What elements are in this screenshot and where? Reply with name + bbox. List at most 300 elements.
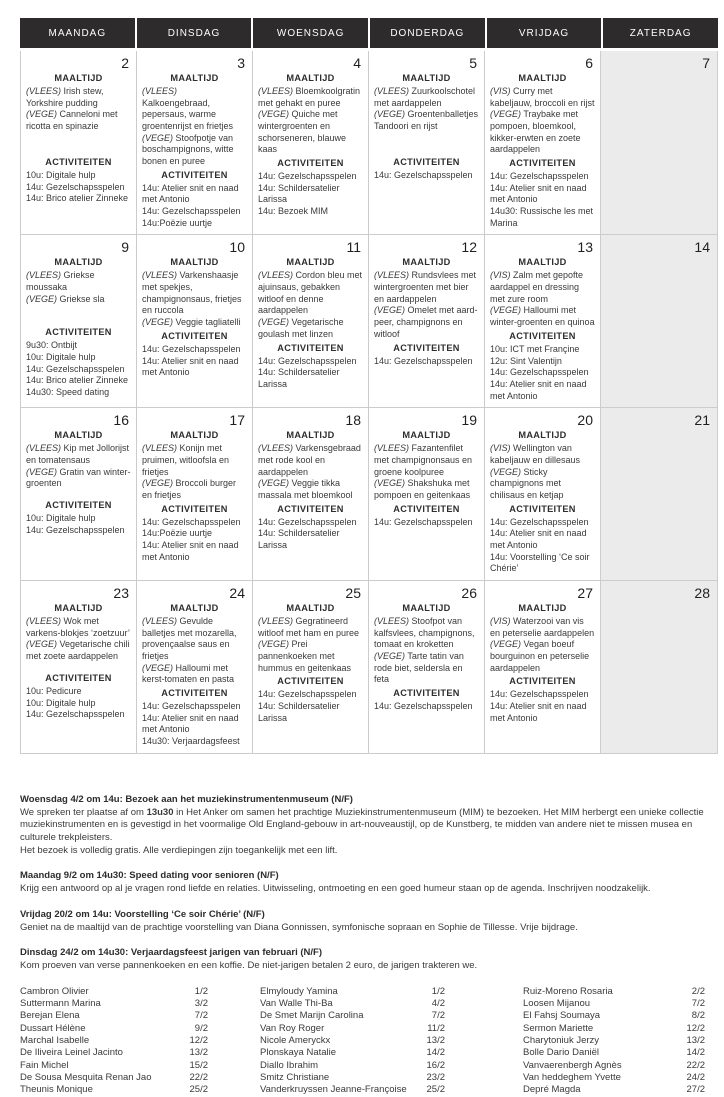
meal-item: (VEGE) Omelet met aard-peer, champignons en witloof: [374, 305, 478, 339]
birthday-entry: [260, 1010, 445, 1022]
birthday-date: 8/2: [691, 1010, 705, 1022]
notice: [20, 794, 715, 858]
meal-item: (VLEES) Konijn met pruimen, witloofsla en frietjes: [142, 443, 230, 477]
activities-heading: ACTIVITEITEN: [393, 157, 460, 167]
meal-type-label: (VLEES): [258, 85, 294, 96]
notices-section: [20, 794, 715, 973]
calendar-cell-day-16: [21, 408, 137, 581]
meal-heading: MAALTIJD: [402, 73, 451, 83]
meal-type-label: (VLEES): [142, 270, 178, 281]
meal-block: [258, 257, 363, 340]
birthday-name: Vanvaerenbergh Agnès: [523, 1059, 622, 1071]
date-number: 27: [577, 585, 593, 602]
meal-heading: MAALTIJD: [54, 73, 103, 83]
birthday-entry: [20, 1060, 208, 1072]
calendar-cell-day-23: [21, 581, 137, 753]
meal-block: [26, 603, 131, 671]
activity-item: 14u:Poëzie uurtje: [142, 217, 213, 228]
date-number: 19: [461, 412, 477, 429]
birthday-entry: [20, 1084, 208, 1096]
meal-heading: MAALTIJD: [170, 430, 219, 441]
activities-heading: ACTIVITEITEN: [393, 688, 460, 699]
birthday-date: 2/2: [691, 985, 705, 997]
activities-heading: ACTIVITEITEN: [277, 676, 344, 687]
birthday-date: 15/2: [189, 1059, 208, 1071]
notice-text: in Het Anker om samen het prachtige Muziekinstrumentenmuseum (MIM) te bezoeken. Het MIM herbergt een unieke collectie muziekinstrumenten en is gevestigd in het voormalige Old England-gebouw in art-nouveaustijl, op de Kunstberg, te midden van andere niet te missen musea en culturele trekpleisters.: [20, 806, 704, 843]
birthday-entry: [523, 1035, 705, 1047]
birthday-entry: [523, 1010, 705, 1022]
meal-heading: MAALTIJD: [286, 430, 335, 441]
meal-heading: MAALTIJD: [518, 603, 567, 614]
birthday-entry: [260, 1023, 445, 1035]
meal-type-label: (VEGE): [258, 478, 290, 489]
activity-item: 14u: Gezelschapsspelen: [490, 516, 589, 527]
meal-item: (VEGE) Shakshuka met pompoen en geitenkaas: [374, 478, 471, 500]
activity-item: 14u30: Speed dating: [26, 387, 110, 398]
date-number: 20: [577, 412, 593, 429]
birthday-entry: [260, 1072, 445, 1084]
activity-item: 14u: Gezelschapsspelen: [490, 171, 589, 182]
activity-item: 14u: Gezelschapsspelen: [26, 524, 125, 535]
meal-heading: MAALTIJD: [170, 603, 219, 614]
meal-item: (VEGE) Vegetarische goulash met linzen: [258, 317, 344, 339]
birthday-entry: [20, 998, 208, 1010]
birthday-date: 9/2: [194, 1022, 208, 1034]
meal-type-label: (VLEES): [258, 443, 294, 454]
meal-heading: MAALTIJD: [518, 430, 567, 441]
date-number: 9: [121, 239, 129, 256]
birthday-name: De Smet Marijn Carolina: [260, 1010, 364, 1022]
activity-item: 14u: Gezelschapsspelen: [142, 343, 241, 354]
meal-heading: MAALTIJD: [286, 603, 335, 614]
birthday-entry: [523, 986, 705, 998]
birthday-date: 4/2: [431, 998, 445, 1010]
date-number: 14: [694, 239, 710, 256]
meal-item: (VEGE) Groentenballetjes Tandoori en rijst: [374, 109, 479, 132]
activity-item: 14u: Atelier snit en naad met Antonio: [142, 539, 239, 562]
birthday-entry: [260, 1047, 445, 1059]
meal-type-label: (VLEES): [142, 85, 178, 96]
meal-type-label: (VEGE): [374, 651, 406, 662]
meal-item: (VLEES) Rundsvlees met wintergroenten met bier en aardappelen: [374, 270, 477, 304]
meal-item: (VLEES) Stoofpot van kalfsvlees, champignons, tomaat en kroketten: [374, 615, 475, 650]
meal-heading: MAALTIJD: [286, 257, 335, 268]
birthday-name: Loosen Mijanou: [523, 998, 591, 1010]
activity-item: 14u: Gezelschapsspelen: [490, 367, 589, 378]
notice-text: Geniet na de maaltijd van de prachtige voorstelling van Diana Gonnissen, symfonische sopraan en Sophie de Tillesse. Vrije bijdrage.: [20, 921, 578, 933]
notice-body-line: [20, 922, 715, 935]
meal-item: (VEGE) Veggie tagliatelli: [142, 317, 241, 328]
meal-heading: MAALTIJD: [54, 430, 103, 441]
activities-heading: ACTIVITEITEN: [161, 688, 228, 699]
birthday-name: Van Walle Thi-Ba: [260, 998, 333, 1010]
activity-item: 14u: Voorstelling ‘Ce soir Chérie’: [490, 551, 590, 574]
activity-item: 10u: Digitale hulp: [26, 352, 96, 363]
day-header-vrijdag: VRIJDAG: [487, 18, 602, 48]
birthday-name: Theunis Monique: [20, 1084, 93, 1096]
birthday-date: 12/2: [189, 1035, 208, 1047]
birthday-name: Suttermann Marina: [20, 998, 101, 1010]
meal-type-label: (VLEES): [26, 615, 62, 626]
calendar-cell-day-28: [601, 581, 717, 753]
calendar-cell-day-10: [137, 235, 253, 408]
calendar-cell-day-24: [137, 581, 253, 753]
activity-item: 9u30: Ontbijt: [26, 340, 78, 351]
birthday-name: Fain Michel: [20, 1059, 69, 1071]
meal-type-label: (VEGE): [490, 639, 522, 650]
calendar-cell-day-6: [485, 51, 601, 235]
notice: [20, 947, 715, 972]
meal-item: (VLEES) Bloemkoolgratin met gehakt en puree: [258, 85, 361, 108]
meal-heading: MAALTIJD: [518, 257, 567, 268]
notice-text: Het bezoek is volledig gratis. Alle verdiepingen zijn toegankelijk met een lift.: [20, 844, 338, 856]
meal-block: [490, 257, 595, 328]
activities-heading: ACTIVITEITEN: [277, 158, 344, 169]
birthday-date: 13/2: [426, 1035, 445, 1047]
birthday-date: 7/2: [691, 998, 705, 1010]
birthday-name: Bolle Dario Daniël: [523, 1047, 600, 1059]
activity-item: 14u: Atelier snit en naad met Antonio: [490, 182, 587, 205]
activities-heading: ACTIVITEITEN: [509, 676, 576, 687]
birthday-name: Sermon Mariette: [523, 1022, 594, 1034]
meal-type-label: (VIS): [490, 270, 511, 281]
birthday-date: 24/2: [686, 1072, 705, 1084]
notice-title: Woensdag 4/2 om 14u: Bezoek aan het muziekinstrumentenmuseum (N/F): [20, 793, 353, 805]
activity-item: 14u: Brico atelier Zinneke: [26, 375, 129, 386]
meal-heading: MAALTIJD: [54, 257, 103, 268]
birthday-date: 13/2: [686, 1035, 705, 1047]
meal-block: [374, 73, 479, 155]
meal-block: [142, 430, 247, 501]
day-header-donderdag: DONDERDAG: [370, 18, 485, 48]
meal-heading: MAALTIJD: [518, 73, 567, 83]
birthday-entry: [20, 1035, 208, 1047]
meal-item: (VLEES) Griekse moussaka: [26, 270, 95, 293]
meal-item: (VLEES) Irish stew, Yorkshire pudding: [26, 85, 104, 108]
meal-type-label: (VEGE): [374, 305, 406, 316]
activity-item: 14u: Gezelschapsspelen: [258, 171, 357, 182]
meal-item: (VEGE) Vegetarische chili met zoete aardappelen: [26, 639, 130, 662]
meal-item: (VLEES) Varkenshaasje met spekjes, champignonsaus, frietjes en ruccola: [142, 270, 242, 316]
birthday-entry: [20, 1072, 208, 1084]
meal-item: (VEGE) Gratin van winter-groenten: [26, 466, 131, 489]
calendar-cell-day-17: [137, 408, 253, 581]
activity-item: 14u: Gezelschapsspelen: [26, 363, 125, 374]
birthday-date: 14/2: [426, 1047, 445, 1059]
activities-heading: ACTIVITEITEN: [161, 169, 228, 180]
activity-item: 14u: Gezelschapsspelen: [258, 355, 357, 366]
newsletter-page: [0, 18, 724, 1096]
meal-type-label: (VEGE): [26, 109, 58, 120]
date-number: 5: [469, 55, 477, 71]
meal-type-label: (VEGE): [142, 317, 174, 328]
meal-heading: MAALTIJD: [402, 430, 451, 441]
meal-type-label: (VEGE): [490, 466, 522, 477]
activities-heading: ACTIVITEITEN: [45, 157, 112, 167]
meal-type-label: (VEGE): [490, 305, 522, 316]
birthday-date: 1/2: [431, 985, 445, 997]
meal-type-label: (VLEES): [374, 615, 410, 626]
date-number: 23: [113, 585, 129, 602]
activity-item: 14u: Schildersatelier Larissa: [258, 367, 340, 389]
date-number: 25: [345, 585, 361, 602]
meal-type-label: (VIS): [490, 615, 511, 626]
meal-type-label: (VLEES): [26, 443, 62, 454]
meal-type-label: (VEGE): [374, 109, 406, 120]
meal-item: (VIS) Zalm met gepofte aardappel en dressing met zure room: [490, 270, 584, 304]
activities-heading: ACTIVITEITEN: [45, 673, 112, 684]
day-header-maandag: MAANDAG: [20, 18, 135, 48]
date-number: 17: [229, 412, 245, 429]
meal-item: (VEGE) Vegan boeuf bourguinon en peterselie aardappelen: [490, 639, 590, 673]
activities-heading: ACTIVITEITEN: [509, 158, 576, 169]
date-number: 16: [113, 412, 129, 429]
meal-item: (VEGE) Halloumi met kerst-tomaten en pasta: [142, 662, 235, 685]
meal-item: (VEGE) Sticky champignons met chilisaus en ketjap: [490, 466, 564, 500]
birthday-name: Smitz Christiane: [260, 1072, 330, 1084]
meal-item: (VLEES) Kalkoengebraad, pepersaus, warme groentenrijst en frietjes: [142, 85, 234, 132]
birthday-name: El Fahsj Soumaya: [523, 1010, 601, 1022]
meal-block: [26, 73, 131, 155]
birthday-entry: [260, 1084, 445, 1096]
birthday-name: Van heddeghem Yvette: [523, 1072, 621, 1084]
meal-item: (VEGE) Griekse sla: [26, 293, 105, 304]
calendar-header-row: [20, 18, 718, 48]
activities-heading: ACTIVITEITEN: [277, 342, 344, 353]
calendar-cell-day-21: [601, 408, 717, 581]
notice-title: Vrijdag 20/2 om 14u: Voorstelling ‘Ce soir Chérie’ (N/F): [20, 908, 265, 920]
meal-block: [374, 257, 479, 340]
meal-type-label: (VIS): [490, 443, 511, 454]
meal-type-label: (VEGE): [142, 478, 174, 489]
meal-block: [26, 257, 131, 325]
day-header-dinsdag: DINSDAG: [137, 18, 252, 48]
birthday-name: Vanderkruyssen Jeanne-Françoise: [260, 1084, 407, 1096]
calendar-cell-day-2: [21, 51, 137, 235]
birthday-entry: [523, 1072, 705, 1084]
meal-item: (VLEES) Wok met varkens-blokjes ‘zoetzuur’: [26, 615, 130, 638]
activities-heading: ACTIVITEITEN: [45, 500, 112, 511]
meal-type-label: (VLEES): [374, 85, 410, 96]
activity-item: 10u: Pedicure: [26, 685, 82, 696]
calendar-cell-day-18: [253, 408, 369, 581]
meal-heading: MAALTIJD: [402, 257, 451, 268]
meal-block: [142, 257, 247, 328]
activity-item: 14u: Atelier snit en naad met Antonio: [490, 701, 587, 723]
activity-item: 14u: Schildersatelier Larissa: [258, 528, 340, 550]
meal-type-label: (VLEES): [26, 85, 62, 96]
date-number: 21: [694, 412, 710, 429]
date-number: 26: [461, 585, 477, 602]
meal-block: [142, 603, 247, 686]
birthday-name: Marchal Isabelle: [20, 1035, 90, 1047]
meal-type-label: (VEGE): [374, 478, 406, 489]
meal-item: (VEGE) Stoofpotje van boschampignons, witte bonen en puree: [142, 132, 234, 167]
birthday-name: Nicole Ameryckx: [260, 1035, 331, 1047]
calendar-grid: [20, 51, 718, 754]
meal-type-label: (VEGE): [142, 662, 174, 673]
birthday-entry: [523, 1047, 705, 1059]
meal-item: (VEGE) Tarte tatin van rode biet, seldersla en feta: [374, 651, 464, 685]
meal-type-label: (VIS): [490, 85, 511, 96]
meal-block: [374, 603, 479, 686]
calendar-cell-day-9: [21, 235, 137, 408]
activities-heading: ACTIVITEITEN: [509, 330, 576, 341]
activity-item: 14u: Gezelschapsspelen: [374, 701, 473, 712]
meal-item: (VIS) Curry met kabeljauw, broccoli en rijst: [490, 85, 595, 108]
activity-item: 14u: Bezoek MIM: [258, 206, 329, 217]
activity-item: 14u: Gezelschapsspelen: [142, 516, 241, 527]
activity-item: 14u: Atelier snit en naad met Antonio: [490, 528, 587, 550]
activities-heading: ACTIVITEITEN: [277, 503, 344, 514]
calendar-cell-day-19: [369, 408, 485, 581]
date-number: 6: [585, 55, 593, 71]
activities-heading: ACTIVITEITEN: [161, 503, 228, 514]
birthday-date: 23/2: [426, 1072, 445, 1084]
notice-body-line: [20, 883, 715, 896]
meal-heading: MAALTIJD: [170, 257, 219, 268]
birthday-entry: [260, 1060, 445, 1072]
activity-item: 14u: Brico atelier Zinneke: [26, 193, 129, 204]
birthday-name: De Iliveira Leinel Jacinto: [20, 1047, 123, 1059]
calendar-cell-day-4: [253, 51, 369, 235]
meal-type-label: (VLEES): [142, 443, 178, 454]
meal-block: [258, 73, 363, 156]
birthday-name: Plonskaya Natalie: [260, 1047, 337, 1059]
birthday-entry: [523, 1084, 705, 1096]
day-header-woensdag: WOENSDAG: [253, 18, 368, 48]
birthday-name: Elmyloudy Yamina: [260, 985, 338, 997]
meal-heading: MAALTIJD: [286, 73, 335, 83]
birthday-name: Cambron Olivier: [20, 985, 89, 997]
meal-type-label: (VEGE): [26, 466, 58, 477]
meal-type-label: (VEGE): [258, 639, 290, 650]
birthday-column: [20, 986, 208, 1097]
notice-bold-text: 13u30: [146, 806, 174, 818]
meal-heading: MAALTIJD: [170, 73, 219, 83]
meal-item: (VEGE) Canneloni met ricotta en spinazie: [26, 109, 118, 132]
birthday-name: De Sousa Mesquita Renan Jao: [20, 1072, 152, 1084]
meal-item: (VEGE) Broccoli burger en frietjes: [142, 478, 237, 500]
activity-item: 14u: Gezelschapsspelen: [374, 355, 473, 366]
birthday-entry: [523, 1060, 705, 1072]
date-number: 24: [229, 585, 245, 602]
birthday-date: 7/2: [194, 1010, 208, 1022]
meal-item: (VLEES) Fazantenfilet met champignonsaus en groene koolpuree: [374, 443, 473, 477]
notice-body-line: [20, 960, 715, 973]
activity-item: 14u:Poëzie uurtje: [142, 528, 213, 539]
meal-type-label: (VLEES): [374, 443, 410, 454]
birthday-name: Berejan Elena: [20, 1010, 80, 1022]
meal-type-label: (VEGE): [258, 317, 290, 328]
meal-item: (VIS) Wellington van kabeljauw en dillesaus: [490, 443, 581, 465]
birthday-name: Dussart Hélène: [20, 1022, 86, 1034]
date-number: 2: [121, 55, 129, 71]
activities-heading: ACTIVITEITEN: [393, 503, 460, 514]
meal-type-label: (VLEES): [258, 270, 294, 281]
meal-type-label: (VLEES): [258, 615, 294, 626]
meal-item: (VEGE) Quiche met wintergroenten en schorseneren, blauwe kaas: [258, 109, 347, 155]
activity-item: 14u: Atelier snit en naad met Antonio: [490, 378, 587, 401]
meal-type-label: (VEGE): [258, 109, 290, 120]
birthday-column: [260, 986, 445, 1097]
activity-item: 10u: Digitale hulp: [26, 169, 96, 180]
notice-text: Krijg een antwoord op al je vragen rond liefde en relaties. Uitwisseling, ontmoeting en een goed humeur staan op de agenda. Inschrijven noodzakelijk.: [20, 883, 651, 895]
activity-item: 14u: Gezelschapsspelen: [142, 701, 241, 712]
activity-item: 14u: Gezelschapsspelen: [258, 516, 357, 527]
meal-block: [142, 73, 247, 168]
meal-type-label: (VEGE): [490, 109, 522, 120]
meal-block: [258, 603, 363, 674]
birthday-entry: [260, 1035, 445, 1047]
notice-title: Dinsdag 24/2 om 14u30: Verjaardagsfeest jarigen van februari (N/F): [20, 947, 322, 959]
birthday-entry: [260, 998, 445, 1010]
meal-item: (VEGE) Halloumi met winter-groenten en quinoa: [490, 305, 595, 328]
meal-item: (VIS) Waterzooi van vis en peterselie aardappelen: [490, 615, 595, 638]
meal-item: (VLEES) Gevulde balletjes met mozarella, provençaalse saus en frietjes: [142, 615, 237, 662]
date-number: 18: [345, 412, 361, 429]
activity-item: 14u: Gezelschapsspelen: [258, 689, 357, 700]
birthday-name: Van Roy Roger: [260, 1022, 325, 1034]
birthday-date: 12/2: [686, 1022, 705, 1034]
birthday-date: 11/2: [427, 1022, 445, 1034]
activity-item: 14u30: Russische les met Marina: [490, 206, 594, 228]
birthday-name: Depré Magda: [523, 1084, 581, 1096]
activity-item: 14u30: Verjaardagsfeest: [142, 736, 240, 747]
activity-item: 14u: Gezelschapsspelen: [490, 689, 589, 700]
date-number: 4: [353, 55, 361, 71]
meal-item: (VLEES) Gegratineerd witloof met ham en puree: [258, 615, 360, 638]
birthday-date: 27/2: [686, 1084, 705, 1096]
calendar-cell-day-7: [601, 51, 717, 235]
meal-type-label: (VEGE): [26, 293, 58, 304]
birthday-date: 1/2: [194, 985, 208, 997]
activity-item: 10u: Digitale hulp: [26, 697, 96, 708]
meal-item: (VLEES) Varkensgebraad met rode kool en aardappelen: [258, 443, 361, 477]
date-number: 3: [237, 55, 245, 71]
meal-type-label: (VLEES): [142, 615, 178, 626]
meal-item: (VLEES) Kip met Jollorijst en tomatensaus: [26, 443, 130, 465]
date-number: 28: [694, 585, 710, 602]
calendar-cell-day-3: [137, 51, 253, 235]
day-header-zaterdag: ZATERDAG: [603, 18, 718, 48]
date-number: 12: [461, 239, 477, 256]
date-number: 7: [702, 55, 710, 71]
activity-item: 14u: Gezelschapsspelen: [374, 516, 473, 527]
birthday-name: Diallo Ibrahim: [260, 1059, 319, 1071]
activity-item: 12u: Sint Valentijn: [490, 355, 562, 366]
notice: [20, 909, 715, 934]
activity-item: 14u: Atelier snit en naad met Antonio: [142, 182, 239, 205]
meal-item: (VEGE) Veggie tikka massala met bloemkool: [258, 478, 353, 500]
birthday-list: [20, 986, 724, 1097]
notice-text: Kom proeven van verse pannenkoeken en een koffie. De niet-jarigen betalen 2 euro, de jarigen trakteren we.: [20, 960, 478, 971]
meal-block: [490, 603, 595, 674]
meal-type-label: (VLEES): [26, 270, 62, 281]
notice: [20, 870, 715, 895]
birthday-date: 22/2: [189, 1072, 208, 1084]
birthday-entry: [20, 986, 208, 998]
notice-body-line: [20, 845, 715, 858]
meal-type-label: (VEGE): [142, 132, 174, 143]
date-number: 10: [229, 239, 245, 256]
activity-item: 14u: Schildersatelier Larissa: [258, 182, 340, 205]
calendar-cell-day-11: [253, 235, 369, 408]
activity-item: 14u: Gezelschapsspelen: [374, 169, 473, 180]
calendar-cell-day-27: [485, 581, 601, 753]
calendar-cell-day-13: [485, 235, 601, 408]
birthday-date: 16/2: [426, 1059, 445, 1071]
